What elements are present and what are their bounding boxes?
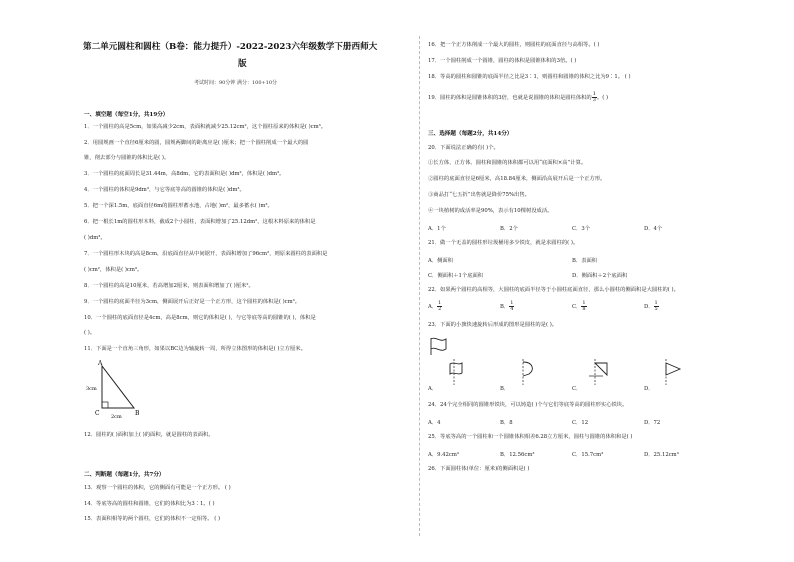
q20-option-d: D．4个: [644, 226, 663, 232]
question-25: 25．等底等高的一个圆柱和一个圆锥体积相差6.28立方厘米，圆柱与圆锥的体积和是( ): [428, 434, 633, 440]
q24-option-c: C．12: [572, 420, 589, 426]
q20-option-b: B．2个: [500, 226, 518, 232]
question-5: 5．把一个深1.5m，底面直径6m的圆柱形蓄水池，占地( )m²，最多蓄水( )m³。: [84, 203, 273, 209]
question-26: 26．下面圆柱体(单位：厘米)的侧面积是( ): [428, 466, 530, 472]
question-15: 15．表面积相等的两个圆柱，它们的体积不一定相等。 ( ): [84, 516, 221, 522]
question-21: 21．做一个无盖的圆柱形垃圾桶用多少铁皮，就是求圆柱的( )。: [428, 240, 579, 246]
exam-title-line2: 版: [238, 59, 247, 69]
question-16: 16．把一个正方体削成一个最大的圆柱，则圆柱的底面直径与高相等。( ): [428, 42, 600, 48]
vertex-c-label: C: [95, 410, 100, 417]
flag-figure: [428, 335, 458, 357]
question-4: 4．一个圆柱的体积是9dm³，与它等底等高的圆锥的体积是( )dm³。: [84, 187, 245, 193]
question-1: 1．一个圆柱的高是5cm，如果高减少2cm，表面积就减少25.12cm²，这个圆柱原来的体积是( )cm³。: [84, 124, 327, 130]
question-7b: ( )cm²，体积是( )cm³。: [84, 267, 143, 273]
column-divider: [419, 36, 420, 536]
side-bc-label: 2cm: [111, 414, 122, 420]
question-10a: 10．一个圆柱的底面直径是4cm，高是8cm，则它的体积是( )，与它等底等高的圆锥的( )，体积是: [84, 315, 316, 321]
side-ac-label: 3cm: [86, 386, 97, 392]
right-triangle-figure: [84, 358, 154, 420]
section-fill-blank: 一、填空题（每空1分，共19分）: [84, 112, 169, 118]
question-22: 22．如果两个圆柱的高相等，大圆柱的底面半径等于小圆柱底面直径，那么小圆柱的侧面积是大圆柱的( )。: [428, 287, 679, 293]
vertex-a-label: A: [98, 360, 103, 367]
exam-title-line1: 第二单元圆柱和圆柱（B卷：能力提升）-2022-2023六年级数学下册西师大: [83, 42, 378, 52]
q23-option-d: D．: [644, 386, 654, 392]
q24-option-d: D．72: [644, 420, 661, 426]
q25-option-c: C．15.7cm³: [572, 452, 604, 458]
vertex-b-label: B: [135, 410, 140, 417]
q23-option-c: C．: [572, 386, 582, 392]
question-2b: 锥，削去部分与圆锥的体积比是( )。: [84, 155, 170, 161]
section-multiple-choice: 三、选择题（每题2分，共14分）: [428, 131, 513, 137]
question-20: 20．下面说法正确的有( )个。: [428, 145, 499, 151]
q21-option-d: D．侧面积＋2个底面积: [572, 273, 628, 279]
question-18: 18．等高的圆柱和圆锥的底面半径之比是3∶1，则圆柱和圆锥的体积之比为9∶1。 ( ): [428, 74, 631, 80]
q25-option-b: B．12.56cm³: [500, 452, 535, 458]
question-14: 14．等底等高的圆柱和圆锥，它们的体积比为3∶1。( ): [84, 501, 215, 507]
q22-option-c: C． $\frac{1}{8}$: [572, 300, 586, 312]
question-12: 12．圆柱的( )面积加上( )的面积，就是圆柱的表面积。: [84, 432, 214, 438]
question-6a: 6．把一根长1m的圆柱形木料，截成2个小圆柱，表面积增加了25.12dm²，这根木料原来的体积是: [84, 219, 316, 225]
right-angle-mark: [102, 402, 108, 408]
question-20-statement-1: ①长方体、正方体、圆柱和圆锥的体积都可以用“底面积×高”计算。: [428, 160, 587, 166]
q23-figure-d: [656, 358, 686, 386]
question-8: 8．一个圆柱的高是10厘米，若高增加2厘米，则表面积增加了( )厘米²。: [84, 283, 254, 289]
q23-figure-a: [440, 358, 470, 386]
question-13: 13．观察一个圆柱的体积，它的侧面有可能是一个正方形。 ( ): [84, 485, 231, 491]
q21-option-b: B．表面积: [572, 258, 598, 264]
q20-option-a: A．1个: [428, 226, 446, 232]
question-19: [428, 92, 608, 103]
question-20-statement-3: ③商品打“七五折”出售就是降价75%出售。: [428, 192, 530, 198]
exam-info: 考试时间：90分钟 满分：100+10分: [194, 80, 278, 86]
q25-option-a: A．9.42cm³: [428, 452, 460, 458]
question-23: 23．下面的小旗快速旋转后形成的图形是圆柱的是( )。: [428, 322, 558, 328]
q23-figure-c: [585, 358, 615, 386]
q20-option-c: C．3个: [572, 226, 591, 232]
question-6b: ( )dm³。: [84, 235, 106, 241]
question-20-statement-4: ④一块植树的成活率是90%，表示有10棵树没成活。: [428, 208, 553, 214]
question-3: 3．一个圆柱的底面周长是31.44m，高8dm，它的表面积是( )dm²，体积是( )dm³。: [84, 171, 285, 177]
q23-figure-b: [513, 358, 543, 386]
q22-option-a: A． $\frac{1}{2}$: [428, 300, 442, 312]
question-19-text: 19．圆柱的体积是圆锥体积的3倍，也就是说圆锥的体积是圆柱体积的: [428, 95, 592, 101]
question-19-end: 。( ): [596, 95, 609, 101]
question-17: 17．一个圆柱削成一个圆锥，圆柱的体积是圆锥体积的3倍。( ): [428, 58, 577, 64]
question-11: 11．下面是一个直角三角形，如果以BC边为轴旋转一周，所得立体图形的体积是( )立方厘米。: [84, 346, 306, 352]
q22-option-d: D． $\frac{1}{5}$: [644, 300, 658, 312]
question-24: 24．24个完全相同的圆锥形铁块，可以铸造( )个与它们等底等高的圆柱形实心铁块。: [428, 402, 628, 408]
question-20-statement-2: ②圆柱的底面直径是6厘米，高18.84厘米，侧面沿高展开后是一个正方形。: [428, 176, 606, 182]
q25-option-d: D．25.12cm³: [644, 452, 679, 458]
q21-option-c: C．侧面积＋1个底面积: [428, 273, 484, 279]
question-2a: 2．用圆规画一个直径6厘米的圆，圆规两脚间的距离应是( )厘米；把一个圆柱削成一个最大的圆: [84, 140, 309, 146]
question-7a: 7．一个圆柱形木块的高是8cm，沿底面直径从中间锯开，表面积增加了96cm²，则原来圆柱的表面积是: [84, 251, 328, 257]
question-9: 9．一个圆柱的底面半径为3cm，侧面展开后正好是一个正方形，这个圆柱的体积是( )cm³。: [84, 299, 301, 305]
q24-option-b: B．8: [500, 420, 513, 426]
question-19-fraction: $\frac{1}{3}$: [592, 91, 596, 103]
q22-option-b: B． $\frac{1}{4}$: [500, 300, 514, 312]
q23-option-b: B．: [500, 386, 510, 392]
question-10b: ( )。: [84, 330, 96, 336]
q21-option-a: A．侧面积: [428, 258, 454, 264]
q24-option-a: A．4: [428, 420, 441, 426]
section-true-false: 二、判断题（每题1分，共7分）: [84, 472, 165, 478]
q23-option-a: A．: [428, 386, 438, 392]
